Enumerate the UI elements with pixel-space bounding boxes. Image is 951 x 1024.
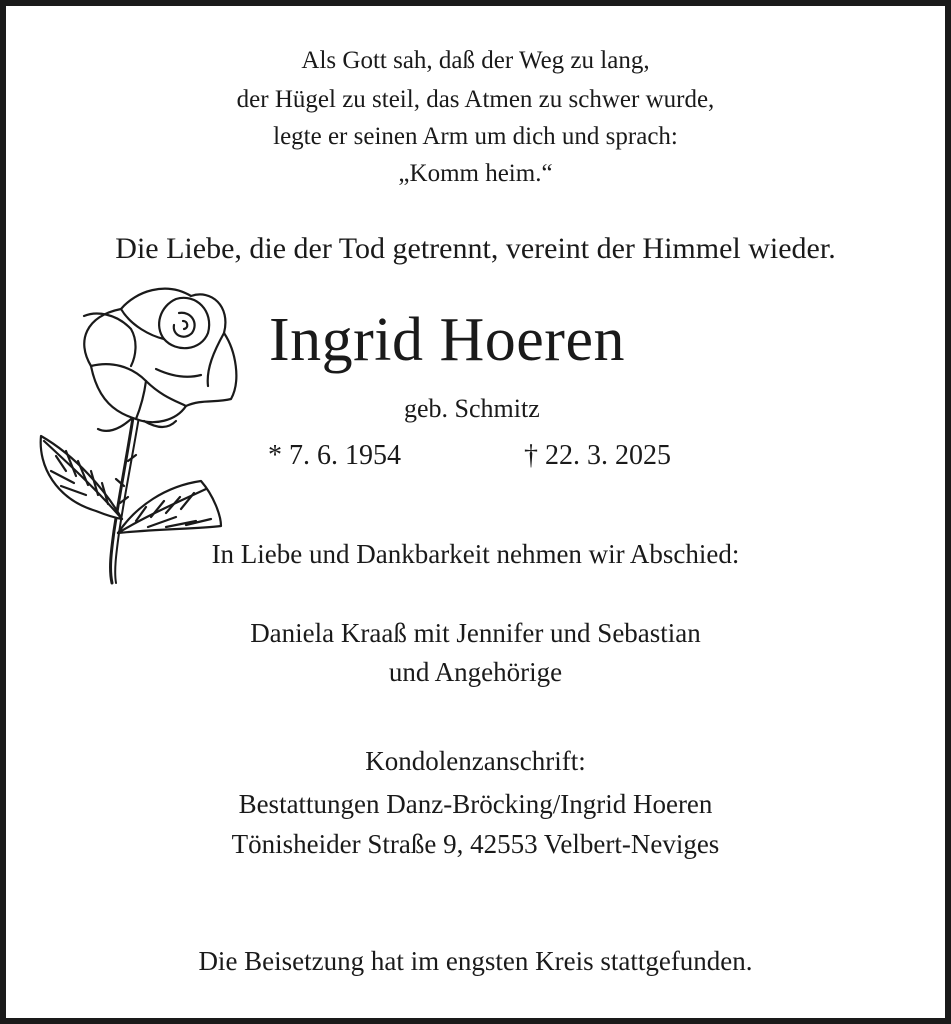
condolence-line-2: Tönisheider Straße 9, 42553 Velbert-Neviges	[231, 829, 720, 859]
death-date: † 22. 3. 2025	[524, 440, 671, 471]
mourners-line-2: und Angehörige	[388, 657, 563, 687]
poem-line-4: „Komm heim.“	[398, 160, 553, 187]
condolence-heading: Kondolenzanschrift:	[365, 746, 586, 776]
birth-name: geb. Schmitz	[404, 394, 540, 423]
birth-date: * 7. 6. 1954	[268, 440, 401, 471]
condolence-line-1: Bestattungen Danz-Bröcking/Ingrid Hoeren	[238, 789, 713, 819]
deceased-name: Ingrid Hoeren	[269, 306, 625, 374]
burial-note: Die Beisetzung hat im engsten Kreis stattgefunden.	[198, 946, 753, 976]
poem-line-3: legte er seinen Arm um dich und sprach:	[273, 123, 678, 150]
mourners-line-1: Daniela Kraaß mit Jennifer und Sebastian	[250, 618, 701, 648]
poem-line-1: Als Gott sah, daß der Weg zu lang,	[301, 47, 650, 74]
poem-line-2: der Hügel zu steil, das Atmen zu schwer wurde,	[236, 86, 715, 113]
farewell-text: In Liebe und Dankbarkeit nehmen wir Abschied:	[211, 539, 740, 569]
quote: Die Liebe, die der Tod getrennt, vereint der Himmel wieder.	[115, 232, 836, 265]
